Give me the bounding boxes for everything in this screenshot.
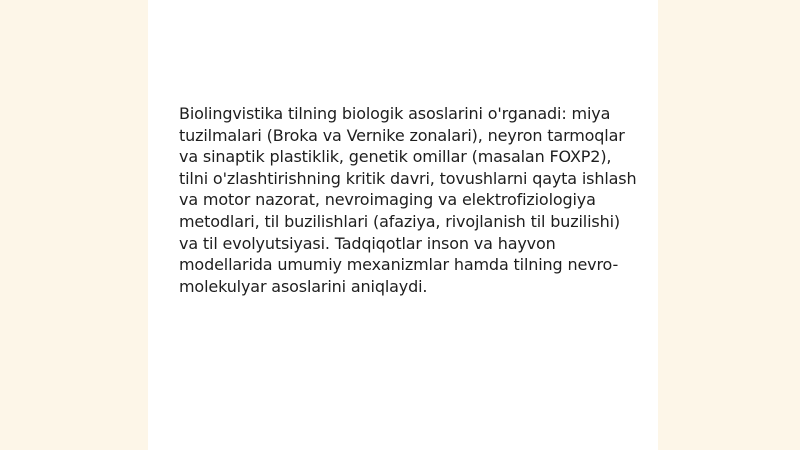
body-paragraph: Biolingvistika tilning biologik asoslarini o'rganadi: miya tuzilmalari (Broka va Vernike zonalari), neyron tarmoqlar va sinaptik plastiklik, genetik omillar (masalan FOXP2), tilni o'zlashtirishning kritik davri, tovushlarni qayta ishlash va motor nazorat, nevroimaging va elektrofiziologiya metodlari, til buzilishlari (afaziya, rivojlanish til buzilishi) va til evolyutsiyasi. Tadqiqotlar inson va hayvon modellarida umumiy mexanizmlar hamda tilning nevro-molekulyar asoslarini aniqlaydi.: [179, 104, 637, 296]
document-page: [148, 0, 658, 450]
